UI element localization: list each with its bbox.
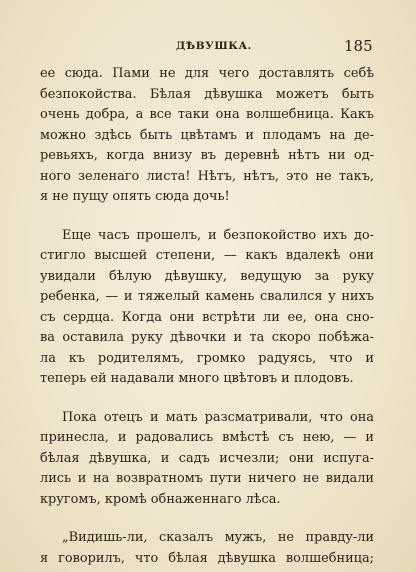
text-line: ребенка, — и тяжелый камень свалился у нихъ	[40, 289, 374, 304]
text-line: безпокойства. Бѣлая дѣвушка можетъ быть	[40, 86, 374, 102]
text-line: лись и на возвратномъ пути ничего не видали	[40, 471, 374, 486]
body-text	[40, 64, 374, 569]
text-line: стигло высшей степени, — какъ вдалекѣ они	[40, 248, 374, 263]
paragraph-gap	[40, 390, 374, 408]
paragraph	[40, 528, 374, 569]
text-line: теперь ей надавали много цвѣтовъ и плодовъ.	[40, 371, 354, 386]
page-header	[0, 37, 416, 57]
text-line: Еще часъ прошелъ, и безпокойство ихъ до-	[62, 227, 374, 243]
paragraph	[40, 408, 374, 511]
paragraph-gap	[40, 510, 374, 528]
text-line: ревьяхъ, когда внизу въ деревнѣ нѣтъ ни од-	[40, 148, 374, 163]
text-line: увидали бѣлую дѣвушку, ведущую за руку	[40, 268, 374, 284]
page-number: 185	[344, 37, 373, 55]
text-line: бѣлая дѣвушка, и садъ исчезли; они испуга-	[40, 450, 374, 466]
text-line: принесла, и радовались вмѣстѣ съ нею, — и	[40, 430, 374, 445]
text-line: можно здѣсь быть цвѣтамъ и плодамъ на де-	[40, 127, 374, 143]
paragraph-gap	[40, 208, 374, 226]
text-line: Пока отецъ и мать разсматривали, что она	[62, 409, 374, 425]
text-line: очень добра, а все таки она волшебница. Какъ	[40, 107, 374, 122]
text-line: ного зеленаго листа! Нѣтъ, нѣтъ, это не такъ,	[40, 168, 374, 184]
text-line: я говорилъ, что бѣлая дѣвушка волшебница;	[40, 550, 374, 566]
text-line: „Видишь-ли, сказалъ мужъ, не правду-ли	[62, 530, 374, 545]
paragraph	[40, 64, 374, 208]
text-line: ее сюда. Пами не для чего доставлять себѣ	[40, 66, 374, 81]
text-line: съ сердца. Когда они встрѣти ли ее, она сно-	[40, 309, 374, 325]
text-line: ла къ родителямъ, громко радуясь, что и	[40, 350, 374, 366]
running-title: ДѢВУШКА.	[176, 40, 252, 52]
text-line: ва оставила руку дѣвочки и та скоро побѣжа-	[40, 330, 374, 345]
paragraph	[40, 226, 374, 390]
text-line: я не пущу опять сюда дочь!	[40, 189, 230, 204]
text-line: кругомъ, кромѣ обнаженнаго лѣса.	[40, 491, 281, 507]
